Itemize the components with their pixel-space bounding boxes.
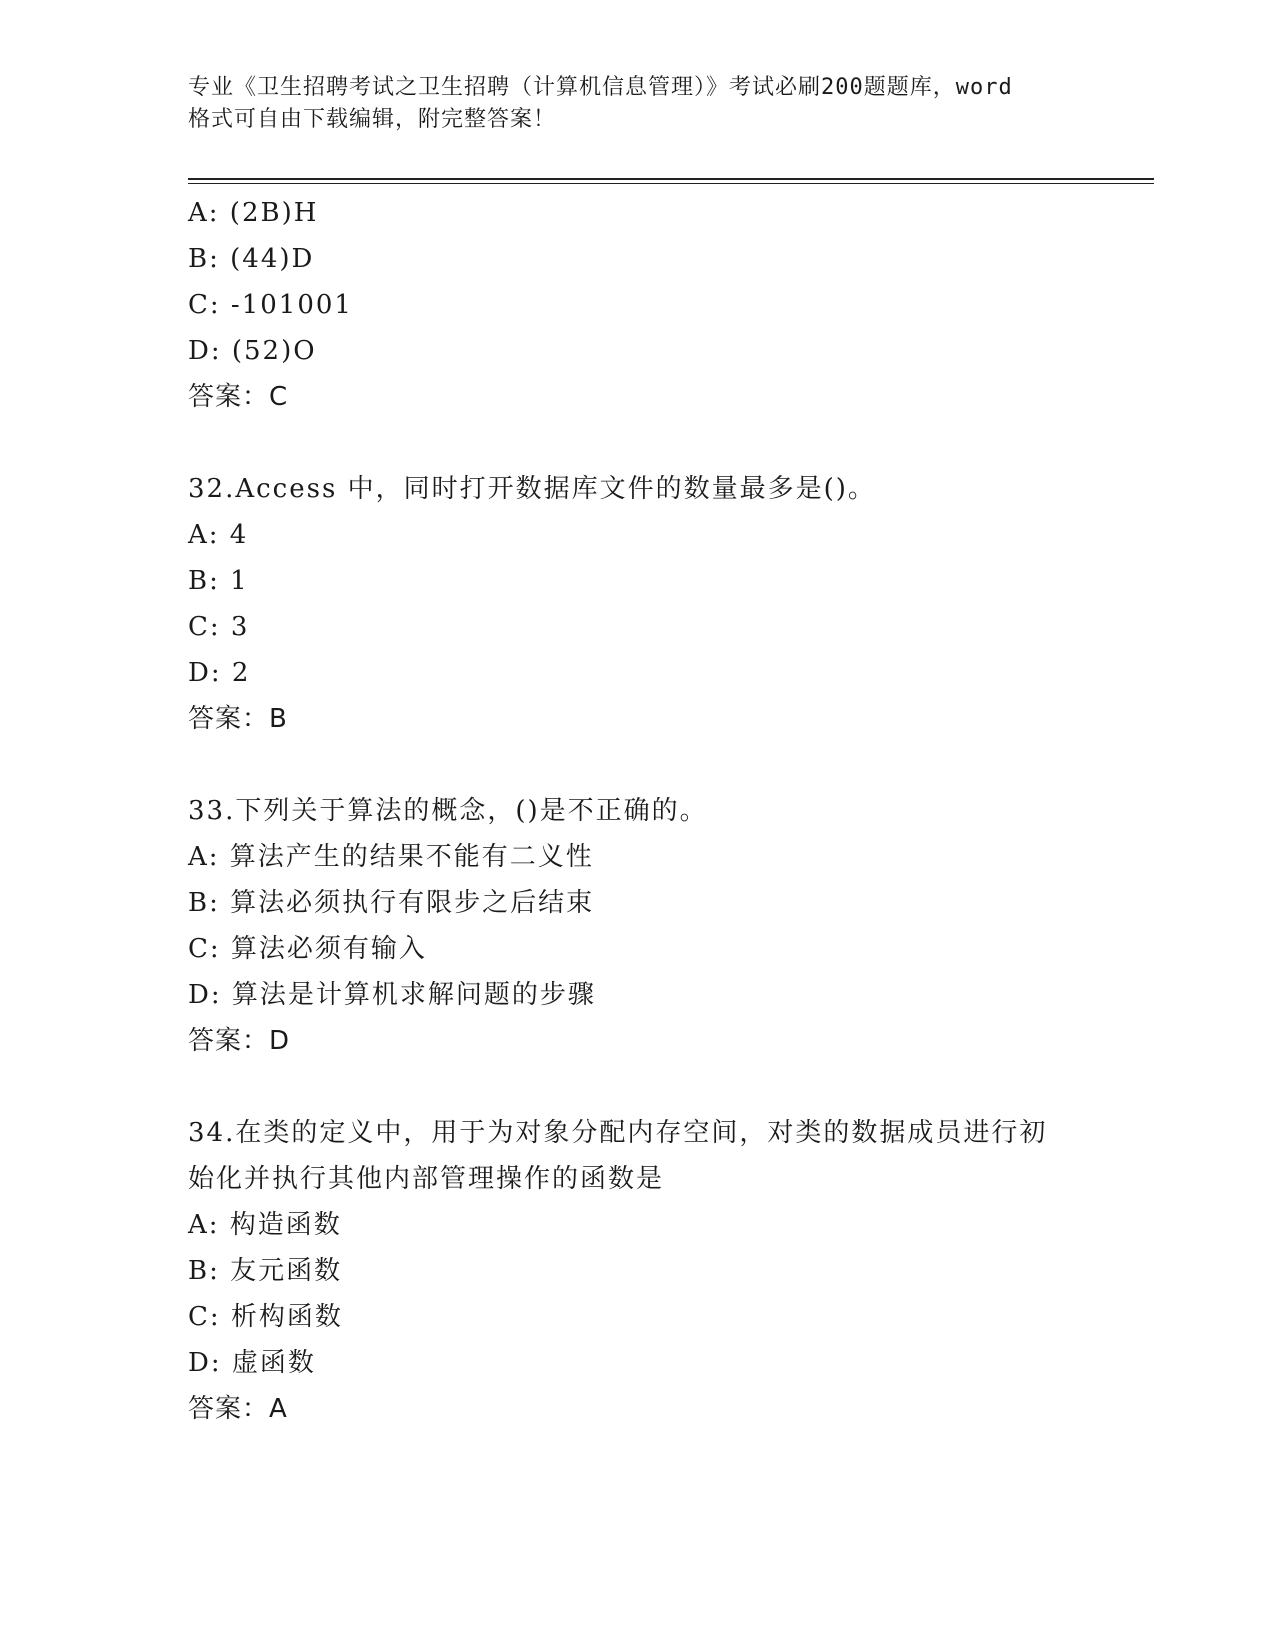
header-title-line-2: 格式可自由下载编辑，附完整答案！ (188, 107, 557, 132)
answer-line: 答案：C (188, 382, 289, 412)
question-list (188, 190, 1088, 1432)
option-d: D: 算法是计算机求解问题的步骤 (188, 980, 596, 1010)
header-divider-thick (188, 178, 1154, 180)
question-33 (188, 788, 1088, 1064)
answer-line: 答案：B (188, 704, 288, 734)
option-a: A: (2B)H (188, 198, 319, 228)
document-header (188, 72, 1088, 136)
option-c: C: 析构函数 (188, 1302, 343, 1332)
option-a: A: 4 (188, 520, 249, 550)
question-stem-line-1: 34.在类的定义中，用于为对象分配内存空间，对类的数据成员进行初 (188, 1118, 1048, 1148)
option-d: D: (52)O (188, 336, 317, 366)
option-d: D: 虚函数 (188, 1348, 316, 1378)
option-b: B: (44)D (188, 244, 315, 274)
question-31 (188, 190, 1088, 420)
option-a: A: 构造函数 (188, 1210, 342, 1240)
header-title-line-1: 专业《卫生招聘考试之卫生招聘（计算机信息管理）》考试必刷200题题库，word (188, 75, 1013, 100)
question-32 (188, 466, 1088, 742)
spacer (188, 420, 1088, 466)
option-b: B: 算法必须执行有限步之后结束 (188, 888, 595, 918)
header-divider-thin (188, 183, 1154, 184)
spacer (188, 742, 1088, 788)
question-stem-line-2: 始化并执行其他内部管理操作的函数是 (188, 1164, 665, 1194)
option-c: C: 3 (188, 612, 250, 642)
option-b: B: 友元函数 (188, 1256, 343, 1286)
spacer (188, 1064, 1088, 1110)
question-stem: 33.下列关于算法的概念，()是不正确的。 (188, 796, 708, 826)
question-stem: 32.Access 中，同时打开数据库文件的数量最多是()。 (188, 474, 876, 504)
option-a: A: 算法产生的结果不能有二义性 (188, 842, 594, 872)
answer-line: 答案：D (188, 1026, 291, 1056)
option-c: C: -101001 (188, 290, 353, 320)
option-b: B: 1 (188, 566, 249, 596)
answer-line: 答案：A (188, 1394, 288, 1424)
option-d: D: 2 (188, 658, 251, 688)
option-c: C: 算法必须有输入 (188, 934, 427, 964)
question-34 (188, 1110, 1088, 1432)
